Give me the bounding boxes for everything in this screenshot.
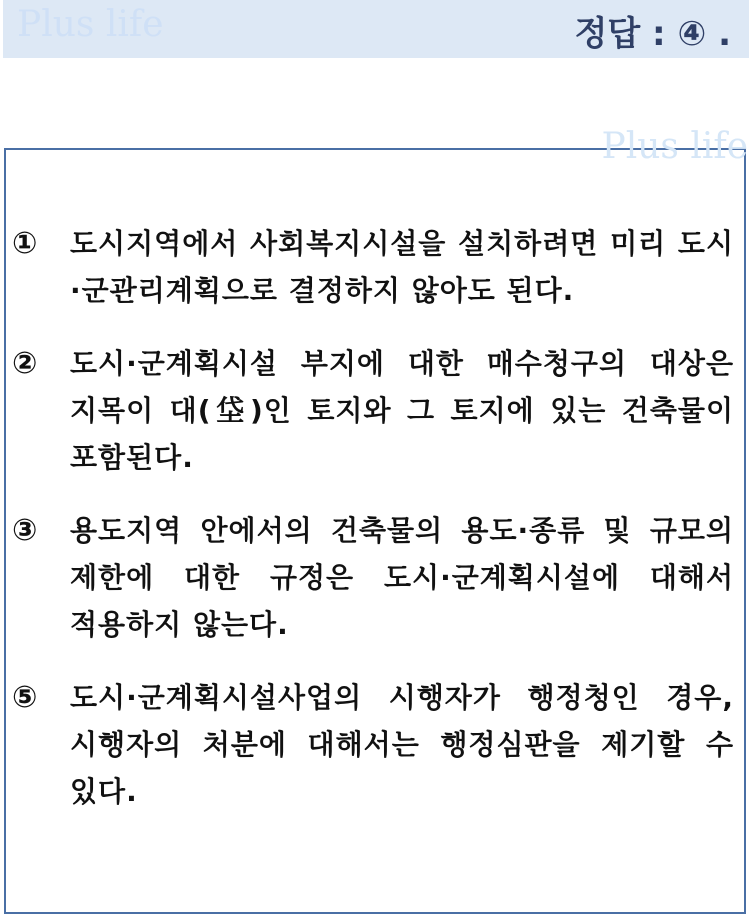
option-item: [12, 507, 734, 648]
option-item: [12, 674, 734, 815]
option-item: [12, 340, 734, 481]
option-number: ②: [12, 346, 38, 381]
header-bar: [3, 0, 749, 58]
option-text: 도시·군계획시설사업의 시행자가 행정청인 경우, 시행자의 처분에 대해서는 행정심판을 제기할 수 있다.: [70, 681, 734, 808]
watermark-logo: Plus life: [17, 4, 164, 45]
option-number: ①: [12, 226, 38, 261]
option-text: 용도지역 안에서의 건축물의 용도·종류 및 규모의 제한에 대한 규정은 도시·군계획시설에 대해서 적용하지 않는다.: [70, 514, 734, 641]
option-text: 도시지역에서 사회복지시설을 설치하려면 미리 도시·군관리계획으로 결정하지 않아도 된다.: [70, 227, 734, 307]
option-item: [12, 220, 734, 314]
option-text: 도시·군계획시설 부지에 대한 매수청구의 대상은 지목이 대(垈)인 토지와 그 토지에 있는 건축물이 포함된다.: [70, 347, 734, 474]
answer-label: 정답 : ④ .: [574, 14, 731, 54]
option-number: ⑤: [12, 680, 38, 715]
option-number: ③: [12, 513, 38, 548]
watermark-logo-box: Plus life: [601, 126, 748, 167]
option-list: [12, 220, 734, 841]
